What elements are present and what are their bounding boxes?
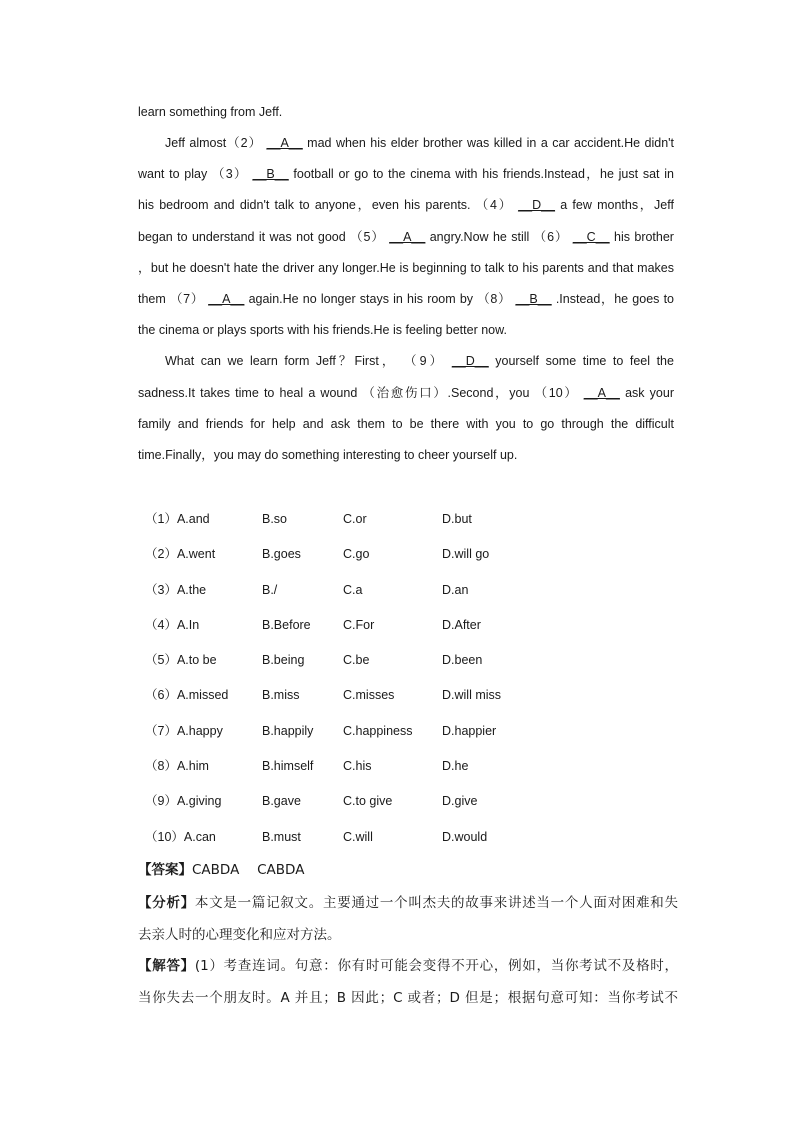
passage-line: the cinema or plays sports with his friends.He is feeling better now. (138, 323, 507, 337)
answer-blank: __B__ (515, 292, 552, 306)
answer-blank: __D__ (518, 198, 556, 212)
answer-value: CABDA CABDA (192, 862, 305, 878)
option-row: （10）A.can B.must C.will D.would (145, 829, 488, 844)
passage-line: learn something from Jeff. (138, 105, 283, 119)
passage-line: time.Finally，you may do something interesting to cheer yourself up. (138, 448, 518, 462)
option-row: （7）A.happy B.happily C.happiness D.happier (145, 723, 497, 738)
passage-line: them （7） __A__ again.He no longer stays in his room by （8） __B__ .Instead，he goes to (138, 292, 674, 306)
passage-line: Jeff almost（2） __A__ mad when his elder brother was killed in a car accident.He didn't (165, 136, 675, 150)
passage-line: began to understand it was not good （5） __A__ angry.Now he still （6） __C__ his brother (138, 230, 674, 244)
passage-line: sadness.It takes time to heal a wound （治愈伤口）.Second，you （10） __A__ ask your (138, 386, 674, 400)
answer-blank: __A__ (266, 136, 303, 150)
explanation-label: 【解答】 (138, 958, 195, 974)
explanation-line: 【解答】(1）考查连词。句意：你有时可能会变得不开心，例如，当你考试不及格时， (138, 958, 679, 974)
option-row: （8）A.him B.himself C.his D.he (145, 759, 469, 774)
passage-line: his bedroom and didn't talk to anyone，even his parents. （4） __D__ a few months，Jeff (138, 198, 674, 212)
passage-line: What can we learn form Jeff？First， （9） __D__ yourself some time to feel the (165, 354, 674, 368)
answer-blank: __C__ (572, 230, 610, 244)
option-row: （1）A.and B.so C.or D.but (145, 512, 472, 526)
option-row: （4）A.In B.Before C.For D.After (145, 617, 481, 632)
answer-blank: __B__ (252, 167, 289, 181)
option-row: （2）A.went B.goes C.go D.will go (145, 547, 490, 562)
answer-blank: __A__ (208, 292, 245, 306)
option-row: （6）A.missed B.miss C.misses D.will miss (145, 688, 502, 703)
analysis-label: 【分析】 (138, 895, 195, 911)
option-row: （3）A.the B./ C.a D.an (145, 582, 469, 597)
passage-line: want to play （3） __B__ football or go to the cinema with his friends.Instead，he just sat in (138, 167, 674, 181)
answer-line (138, 860, 678, 880)
passage-line: ，but he doesn't hate the driver any longer.He is beginning to talk to his parents and that makes (138, 261, 674, 275)
answer-label: 【答案】 (138, 862, 192, 878)
option-row: （9）A.giving B.gave C.to give D.give (145, 794, 478, 809)
explanation-line: 当你失去一个朋友时。A 并且；B 因此；C 或者；D 但是；根据句意可知：当你考试不 (138, 990, 678, 1006)
answer-options-list (145, 508, 665, 861)
analysis-line: 去亲人时的心理变化和应对方法。 (138, 927, 341, 943)
answer-blank: __D__ (451, 354, 489, 368)
answer-blank: __A__ (389, 230, 426, 244)
analysis-line: 【分析】本文是一篇记叙文。主要通过一个叫杰夫的故事来讲述当一个人面对困难和失 (138, 895, 679, 911)
answer-blank: __A__ (583, 386, 620, 400)
option-row: （5）A.to be B.being C.be D.been (145, 653, 483, 668)
passage-line: family and friends for help and ask them to be there with you to go through the difficult (138, 417, 674, 431)
